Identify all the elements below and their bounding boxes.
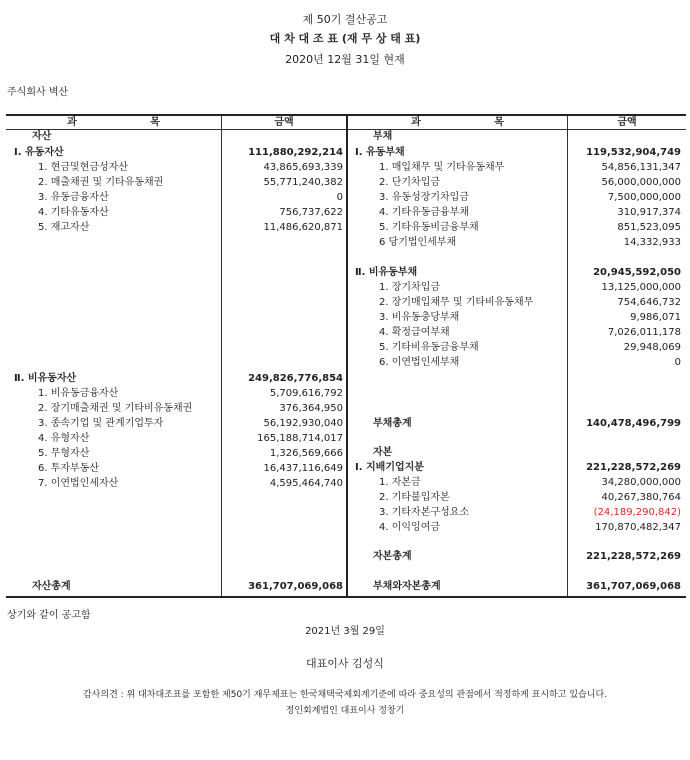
left-row-amount: 43,865,693,339 [263, 162, 343, 173]
left-row-label: Ⅱ. 비유동자산 [14, 373, 77, 384]
right-row-amount: 14,332,933 [623, 237, 681, 248]
right-row-label: 3. 유동성장기차입금 [379, 192, 469, 203]
left-row-label: 2. 장기매출채권 및 기타비유동채권 [38, 403, 193, 414]
left-row-label: Ⅰ. 유동자산 [14, 147, 64, 158]
left-row-label: 1. 현금및현금성자산 [38, 162, 128, 173]
right-row-amount: 29,948,069 [623, 342, 681, 353]
right-row-amount: 9,986,071 [630, 312, 681, 323]
left-row-label: 자산총계 [32, 581, 71, 592]
ceo-name: 대표이사 김성식 [306, 657, 384, 670]
left-row-amount: 249,826,776,854 [248, 373, 343, 384]
right-row-label: 1. 장기차입금 [379, 282, 441, 293]
right-row-label: 4. 기타유동금융부채 [379, 207, 469, 218]
right-row-label: 4. 이익잉여금 [379, 522, 441, 533]
right-row-label: 자본 [373, 447, 393, 458]
left-row-amount: 756,737,622 [279, 207, 343, 218]
notice-title: 제 50기 결산공고 [302, 13, 388, 26]
statement-date: 2020년 12월 31일 현재 [285, 53, 405, 66]
right-row-label: 1. 자본금 [379, 477, 421, 488]
left-row-label: 자산 [32, 131, 52, 142]
right-row-label: Ⅰ. 유동부채 [355, 147, 405, 158]
right-row-label: 2. 기타불입자본 [379, 492, 450, 503]
right-row-label: 부채 [373, 131, 393, 142]
left-row-label: 7. 이연법인세자산 [38, 478, 119, 489]
auditor-name: 정인회계법인 대표이사 정창기 [285, 706, 405, 716]
right-row-amount: 170,870,482,347 [595, 522, 681, 533]
notice-statement: 상기와 같이 공고함 [7, 610, 91, 621]
left-row-amount: 0 [336, 192, 343, 203]
left-row-amount: 16,437,116,649 [263, 463, 343, 474]
left-row-amount: 361,707,069,068 [248, 581, 343, 592]
right-amount-header: 금액 [617, 117, 637, 128]
left-item-header: 과 목 [67, 117, 160, 128]
left-row-label: 1. 비유동금융자산 [38, 388, 119, 399]
statement-title: 대 차 대 조 표 (재 무 상 태 표) [269, 32, 421, 45]
left-row-amount: 165,188,714,017 [257, 433, 343, 444]
right-row-label: 2. 장기매입채무 및 기타비유동채무 [379, 297, 534, 308]
audit-opinion: 감사의견 : 위 대차대조표를 포함한 제50기 재무제표는 한국채택국제회계기준에 따라 중요성의 관점에서 적정하게 표시하고 있습니다. [82, 690, 607, 700]
right-row-amount: 221,228,572,269 [586, 462, 681, 473]
right-row-amount: 140,478,496,799 [586, 418, 681, 429]
left-row-amount: 5,709,616,792 [269, 388, 343, 399]
left-row-amount: 4,595,464,740 [269, 478, 343, 489]
right-row-amount: 40,267,380,764 [601, 492, 681, 503]
right-row-label: Ⅰ. 지배기업지분 [355, 462, 424, 473]
right-row-label: 3. 비유동충당부채 [379, 312, 460, 323]
right-row-label: 4. 확정급여부채 [379, 327, 450, 338]
left-row-label: 4. 유형자산 [38, 433, 90, 444]
right-row-label: Ⅱ. 비유동부채 [355, 267, 418, 278]
right-row-amount: 13,125,000,000 [601, 282, 681, 293]
left-row-label: 3. 종속기업 및 관계기업투자 [38, 418, 164, 429]
right-row-label: 5. 기타비유동금융부채 [379, 342, 479, 353]
left-row-amount: 56,192,930,040 [263, 418, 343, 429]
left-row-label: 4. 기타유동자산 [38, 207, 109, 218]
right-row-amount: 310,917,374 [617, 207, 681, 218]
right-row-amount: 34,280,000,000 [601, 477, 681, 488]
right-row-amount: 851,523,095 [617, 222, 681, 233]
right-row-label: 5. 기타유동비금융부채 [379, 222, 479, 233]
left-row-label: 6. 투자부동산 [38, 463, 100, 474]
company-name: 주식회사 벽산 [7, 87, 69, 98]
right-row-amount: 221,228,572,269 [586, 551, 681, 562]
right-row-amount: 20,945,592,050 [593, 267, 681, 278]
left-row-amount: 111,880,292,214 [248, 147, 343, 158]
right-row-amount: 0 [674, 357, 681, 368]
right-row-label: 6 당기법인세부채 [379, 237, 457, 248]
left-row-amount: 376,364,950 [279, 403, 343, 414]
right-row-label: 2. 단기차입금 [379, 177, 441, 188]
right-row-amount: 54,856,131,347 [601, 162, 681, 173]
left-row-amount: 1,326,569,666 [269, 448, 343, 459]
left-row-amount: 55,771,240,382 [263, 177, 343, 188]
right-row-label: 3. 기타자본구성요소 [379, 507, 469, 518]
left-row-label: 5. 무형자산 [38, 448, 90, 459]
right-row-label: 1. 매입채무 및 기타유동채무 [379, 162, 505, 173]
right-row-label: 부채와자본총계 [373, 581, 441, 592]
right-row-amount: 56,000,000,000 [601, 177, 681, 188]
left-row-label: 5. 재고자산 [38, 222, 90, 233]
right-row-label: 자본총계 [373, 551, 412, 562]
left-row-label: 2. 매출채권 및 기타유동채권 [38, 177, 164, 188]
right-row-amount: 361,707,069,068 [586, 581, 681, 592]
right-row-label: 6. 이연법인세부채 [379, 357, 460, 368]
left-row-label: 3. 유동금융자산 [38, 192, 109, 203]
left-row-amount: 11,486,620,871 [263, 222, 343, 233]
right-row-amount: 754,646,732 [617, 297, 681, 308]
notice-date: 2021년 3월 29일 [305, 626, 385, 637]
right-row-label: 부채총계 [373, 418, 412, 429]
left-amount-header: 금액 [274, 117, 294, 128]
right-row-amount: 7,500,000,000 [607, 192, 681, 203]
right-item-header: 과 목 [411, 117, 504, 128]
right-row-amount: (24,189,290,842) [593, 507, 681, 518]
right-row-amount: 119,532,904,749 [586, 147, 681, 158]
right-row-amount: 7,026,011,178 [607, 327, 681, 338]
